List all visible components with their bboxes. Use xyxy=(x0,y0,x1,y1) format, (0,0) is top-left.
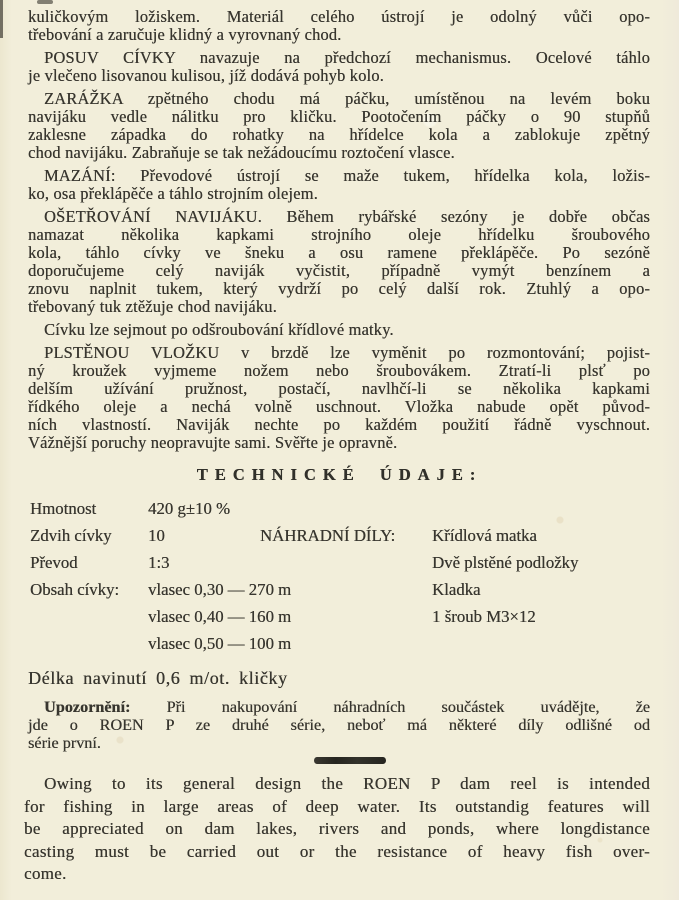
text-line: řídkého oleje a nechá volně uschnout. Vložka nabude opět původ- xyxy=(28,397,650,416)
english-paragraph xyxy=(0,773,679,886)
paragraph-posuv-civky xyxy=(28,49,650,85)
table-row xyxy=(0,634,679,661)
spec-value: vlasec 0,50 — 100 m xyxy=(148,634,292,653)
notice-paragraph xyxy=(0,698,679,752)
paragraph-zarazka xyxy=(28,90,650,162)
text-line: OŠETŘOVÁNÍ NAVIJÁKU. Během rybářské sezóny je dobře občas xyxy=(44,207,650,226)
text-line: jde o ROEN P ze druhé série, neboť má některé díly odlišné od xyxy=(28,716,650,734)
spec-value: 10 xyxy=(148,526,165,545)
text-line: chod navijáku. Zabraňuje se tak nežádoucímu roztočení vlasce. xyxy=(28,143,455,162)
text-line: ních vlastností. Naviják nechte po každém použití řádně vyschnout. xyxy=(28,415,650,434)
spec-value: vlasec 0,30 — 270 m xyxy=(148,580,292,599)
text-line: zaklesne západka do rohatky na hřídelce kola a zablokuje zpětný xyxy=(28,125,650,144)
scan-artifact-top-smudge xyxy=(37,0,53,4)
paragraph-mazani xyxy=(28,167,650,203)
table-row xyxy=(0,607,679,634)
text-line: POSUV CÍVKY navazuje na předchozí mechanismus. Ocelové táhlo xyxy=(44,48,650,67)
table-row xyxy=(0,526,679,553)
table-row xyxy=(0,580,679,607)
text-line: PLSTĚNOU VLOŽKU v brzdě lze vyměnit po rozmontování; pojist- xyxy=(44,343,650,362)
spare-parts-label: NÁHRADNÍ DÍLY: xyxy=(260,526,396,545)
paragraph-bearing xyxy=(28,8,650,44)
text-line: be appreciated on dam lakes, rivers and ponds, where longdistance xyxy=(24,819,650,838)
text-line: Cívku lze sejmout po odšroubování křídlové matky. xyxy=(44,320,394,339)
text-line: znovu naplnit tukem, který vydrží po celý další rok. Ztuhlý a opo- xyxy=(28,279,650,298)
spare-part-value: Dvě plstěné podložky xyxy=(432,553,579,572)
spec-label: Zdvih cívky xyxy=(30,526,112,545)
text-line xyxy=(28,698,650,716)
text-line: MAZÁNÍ: Převodové ústrojí se maže tukem, hřídelka kola, ložis- xyxy=(44,166,650,185)
text-line: Vážnější poruchy neopravujte sami. Svěřte je opravně. xyxy=(28,433,398,452)
spec-label: Převod xyxy=(30,553,78,572)
spec-label: Hmotnost xyxy=(30,499,97,518)
spare-part-value: 1 šroub M3×12 xyxy=(432,607,536,626)
spec-label: Obsah cívky: xyxy=(30,580,120,599)
spec-value: vlasec 0,40 — 160 m xyxy=(148,607,292,626)
text-line: třebovaný tuk ztěžuje chod navijáku. xyxy=(28,297,277,316)
text-line: série první. xyxy=(28,734,101,752)
text-line: namazat několika kapkami strojního oleje hřídelku šroubového xyxy=(28,225,650,244)
text-line: navijáku vedle nálitku pro kličku. Pootočením páčky o 90 stupňů xyxy=(28,107,650,126)
divider-bar xyxy=(314,757,386,764)
spare-part-value: Křídlová matka xyxy=(432,526,537,545)
paragraph-osetrovani xyxy=(28,208,650,316)
text-line: Owing to its general design the ROEN P dam reel is intended xyxy=(44,774,650,793)
scan-artifact-left-edge xyxy=(0,0,3,38)
text-line: třebování a zaručuje klidný a vyrovnaný chod. xyxy=(28,25,342,44)
text-line: ný kroužek vyjmeme nožem nebo šroubovákem. Ztratí-li plsť po xyxy=(28,361,650,380)
table-row xyxy=(0,499,679,526)
notice-line1-rest: Při nakupování náhradních součástek uvádějte, že xyxy=(130,698,650,716)
table-row xyxy=(0,553,679,580)
notice-label: Upozornění: xyxy=(44,698,131,716)
text-line: delším užívání pružnost, postačí, navlhčí-li se několika kapkami xyxy=(28,379,650,398)
spec-value: 420 g±10 % xyxy=(148,499,230,518)
paragraph-civku xyxy=(28,321,650,339)
text-line: casting must be carried out or the resistance of heavy fish over- xyxy=(24,841,650,861)
paragraph-plstenou-vlozku xyxy=(28,344,650,452)
tech-data-table xyxy=(0,499,679,661)
text-line: for fishing in large areas of deep water. Its outstandig features will xyxy=(24,796,650,816)
tech-data-heading: TECHNICKÉ ÚDAJE: xyxy=(196,465,483,484)
spare-part-value: Kladka xyxy=(432,580,481,599)
winding-length-line: Délka navinutí 0,6 m/ot. kličky xyxy=(28,668,288,688)
text-line: doporučujeme celý naviják vyčistit, případně vymýt benzínem a xyxy=(28,261,650,280)
spec-value: 1:3 xyxy=(148,553,170,572)
text-line: je vlečeno lisovanou kulisou, jíž dodává pohyb kolo. xyxy=(28,66,384,85)
text-line: ZARÁŽKA zpětného chodu má páčku, umístěnou na levém boku xyxy=(44,89,650,108)
text-line: come. xyxy=(24,864,67,883)
text-line: kuličkovým ložiskem. Materiál celého ústrojí je odolný vůči opo- xyxy=(28,7,650,26)
text-line: ko, osa překlápěče a táhlo strojním olejem. xyxy=(28,184,318,203)
text-line: kola, táhlo cívky ve šneku a osu ramene překlápěče. Po sezóně xyxy=(28,243,650,262)
